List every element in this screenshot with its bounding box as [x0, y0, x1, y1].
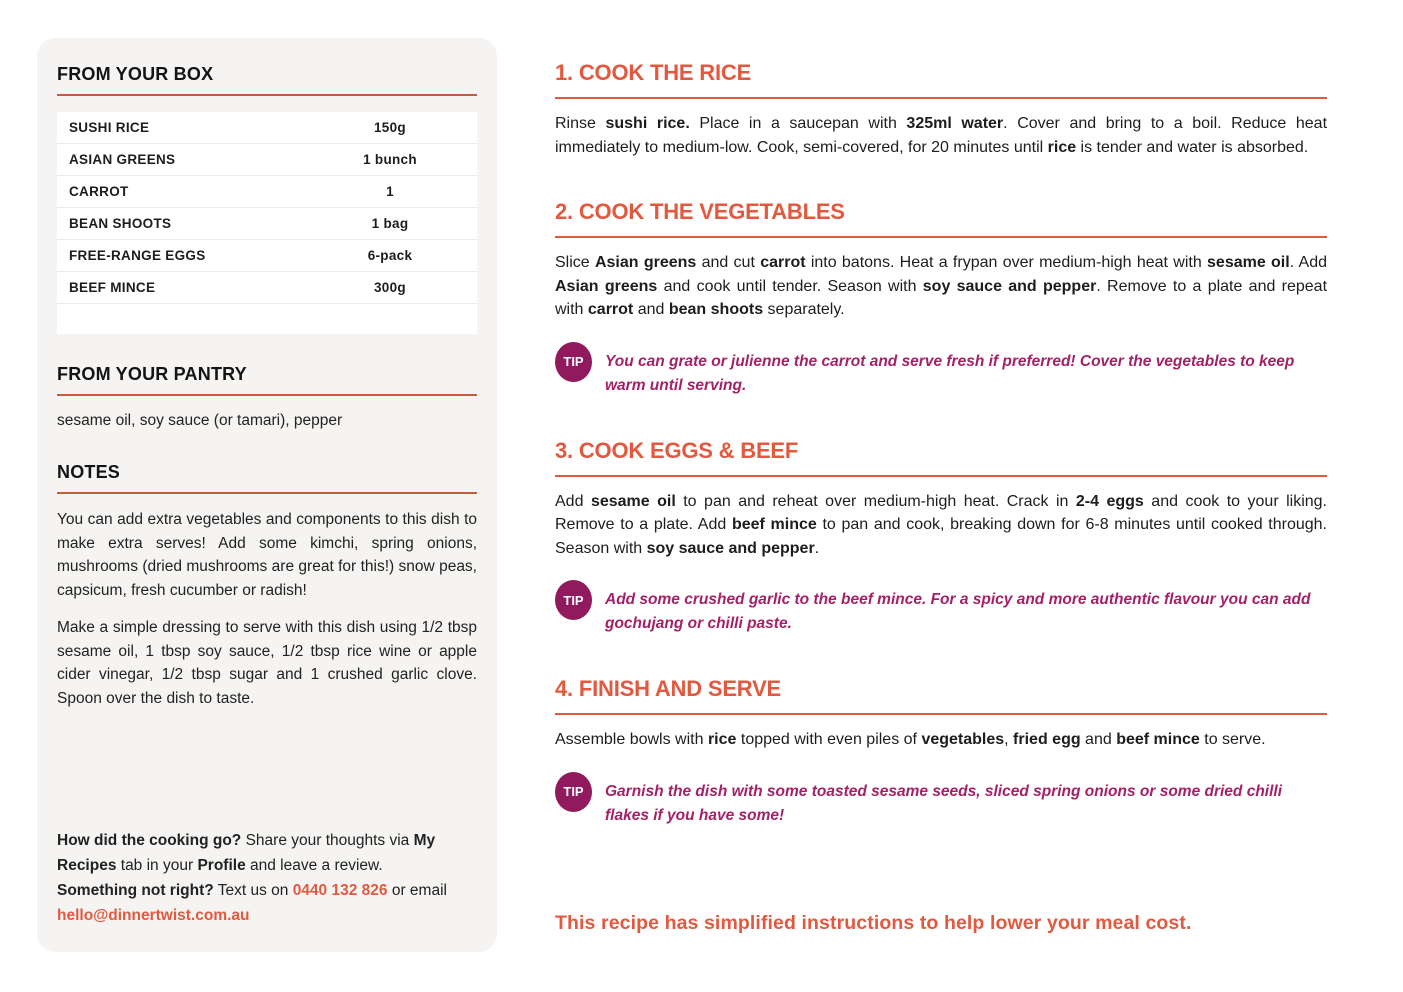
text-segment: beef mince [1116, 731, 1200, 748]
text-segment: rice [707, 731, 737, 748]
tip-badge: TIP [555, 580, 592, 620]
ingredient-quantity: 300g [374, 280, 406, 295]
text-segment: carrot [760, 254, 806, 271]
text-segment: Asian greens [594, 254, 697, 271]
ingredient-row [57, 208, 477, 240]
text-segment: rice [1047, 138, 1077, 156]
text-segment: and cut [696, 254, 761, 271]
tip-callout [555, 580, 1327, 636]
text-segment: Share your thoughts via [241, 832, 414, 849]
text-segment: and cook until tender. Season with [657, 277, 923, 295]
notes-paragraph: You can add extra vegetables and components to this dish to make extra serves! Add some kimchi, spring onions, mushrooms (dried mushrooms are great for this!) snow peas, capsicum, fresh cucumber or radish! [57, 511, 477, 599]
text-segment: . Remove to a plate and repeat with [555, 277, 1328, 318]
text-segment: , [1004, 731, 1014, 748]
text-segment: Assemble bowls with [555, 731, 708, 748]
text-segment: Add [555, 492, 591, 510]
text-segment: and [1080, 731, 1117, 748]
ingredient-name: BEEF MINCE [69, 280, 156, 295]
ingredient-quantity: 1 [386, 184, 394, 199]
text-segment: How did the cooking go? [57, 832, 242, 849]
step-title: 4. FINISH AND SERVE [555, 676, 1327, 715]
text-segment: . Cover and bring to a boil. Reduce heat immediately to medium-low. Cook, semi-covered, for 20 minutes until [555, 115, 1328, 156]
step-title: 1. COOK THE RICE [555, 60, 1327, 99]
text-segment: and leave a review. [245, 857, 383, 874]
from-your-pantry-title: FROM YOUR PANTRY [57, 364, 477, 396]
tip-text: You can grate or julienne the carrot and serve fresh if preferred! Cover the vegetables to keep warm until serving. [605, 352, 1295, 394]
tip-text: Add some crushed garlic to the beef mince. For a spicy and more authentic flavour you can add gochujang or chilli paste. [605, 591, 1311, 632]
steps-container [555, 60, 1327, 828]
contact-link[interactable]: 0440 132 826 [292, 882, 388, 899]
step-instructions [555, 112, 1327, 159]
ingredient-quantity: 6-pack [367, 248, 413, 263]
text-segment: bean shoots [668, 301, 764, 318]
tip-text: Garnish the dish with some toasted sesame seeds, sliced spring onions or some dried chilli flakes if you have some! [605, 782, 1283, 824]
text-segment: to serve. [1199, 731, 1266, 748]
pantry-items-text: sesame oil, soy sauce (or tamari), pepper [57, 412, 343, 429]
ingredient-quantity: 150g [374, 120, 406, 135]
text-segment: and [633, 301, 669, 318]
text-segment: Text us on [213, 882, 293, 899]
ingredient-name: BEAN SHOOTS [69, 216, 172, 231]
step-instructions [555, 251, 1327, 322]
step-instructions [555, 728, 1327, 752]
contact-link[interactable]: hello@dinnertwist.com.au [57, 907, 250, 924]
ingredient-name: FREE-RANGE EGGS [69, 248, 206, 263]
text-segment: Slice [555, 254, 595, 271]
recipe-instructions [555, 60, 1327, 935]
text-segment: Something not right? [57, 882, 214, 899]
text-segment: is tender and water is absorbed. [1076, 138, 1309, 156]
text-segment: soy sauce and pepper [922, 277, 1097, 295]
tip-badge: TIP [555, 342, 592, 382]
text-segment: . [814, 539, 820, 557]
text-segment: sushi rice. [605, 115, 690, 132]
ingredient-quantity: 1 bag [371, 216, 409, 231]
text-segment: or email [387, 882, 447, 899]
ingredient-row [57, 176, 477, 208]
ingredient-row [57, 144, 477, 176]
text-segment: 325ml water [906, 115, 1004, 132]
sidebar-footer-text [57, 828, 477, 928]
text-segment: beef mince [731, 516, 817, 533]
recipe-sidebar [37, 38, 497, 952]
text-segment: topped with even piles of [736, 731, 922, 748]
text-segment: Place in a saucepan with [689, 115, 907, 132]
recipe-step [555, 60, 1327, 159]
text-segment: to pan and cook, breaking down for 6-8 minutes until cooked through. Season with [555, 516, 1328, 557]
text-segment: to pan and reheat over medium-high heat. Crack in [675, 492, 1076, 510]
text-segment: tab in your [116, 857, 198, 874]
from-your-box-title: FROM YOUR BOX [57, 64, 477, 96]
tip-callout [555, 772, 1327, 828]
notes-title: NOTES [57, 462, 477, 494]
ingredient-quantity: 1 bunch [363, 152, 417, 167]
text-segment: fried egg [1013, 731, 1081, 748]
text-segment: My Recipes [57, 832, 436, 874]
text-segment: vegetables [921, 731, 1005, 748]
tip-badge: TIP [555, 772, 592, 812]
text-segment: . Add [1289, 254, 1328, 271]
simplified-instructions-note: This recipe has simplified instructions to help lower your meal cost. [555, 911, 1192, 934]
recipe-step [555, 199, 1327, 398]
text-segment: and cook to your liking. Remove to a plate. Add [555, 492, 1328, 533]
ingredient-name: SUSHI RICE [69, 120, 150, 135]
text-segment: sesame oil [1207, 254, 1290, 271]
text-segment: Profile [197, 857, 246, 874]
ingredient-name: CARROT [69, 184, 129, 199]
step-title: 3. COOK EGGS & BEEF [555, 438, 1327, 477]
notes-paragraph: Make a simple dressing to serve with this dish using 1/2 tbsp sesame oil, 1 tbsp soy sauce, 1/2 tbsp rice wine or apple cider vinegar, 1/2 tbsp sugar and 1 crushed garlic clove. Spoon over the dish to taste. [57, 619, 477, 707]
text-segment: carrot [587, 301, 634, 318]
recipe-step [555, 676, 1327, 828]
text-segment: sesame oil [590, 492, 676, 510]
ingredient-row [57, 272, 477, 304]
notes-paragraphs [57, 494, 477, 710]
text-segment: Rinse [555, 115, 606, 132]
ingredient-name: ASIAN GREENS [69, 152, 176, 167]
step-instructions [555, 490, 1327, 561]
recipe-step [555, 438, 1327, 637]
ingredient-row [57, 240, 477, 272]
text-segment: 2-4 eggs [1075, 492, 1144, 510]
text-segment: into batons. Heat a frypan over medium-high heat with [805, 254, 1208, 271]
step-title: 2. COOK THE VEGETABLES [555, 199, 1327, 238]
text-segment: Asian greens [555, 277, 658, 295]
text-segment: soy sauce and pepper [646, 539, 815, 557]
ingredients-table [57, 112, 477, 334]
tip-callout [555, 342, 1327, 398]
text-segment: separately. [763, 301, 845, 318]
ingredient-row [57, 112, 477, 144]
